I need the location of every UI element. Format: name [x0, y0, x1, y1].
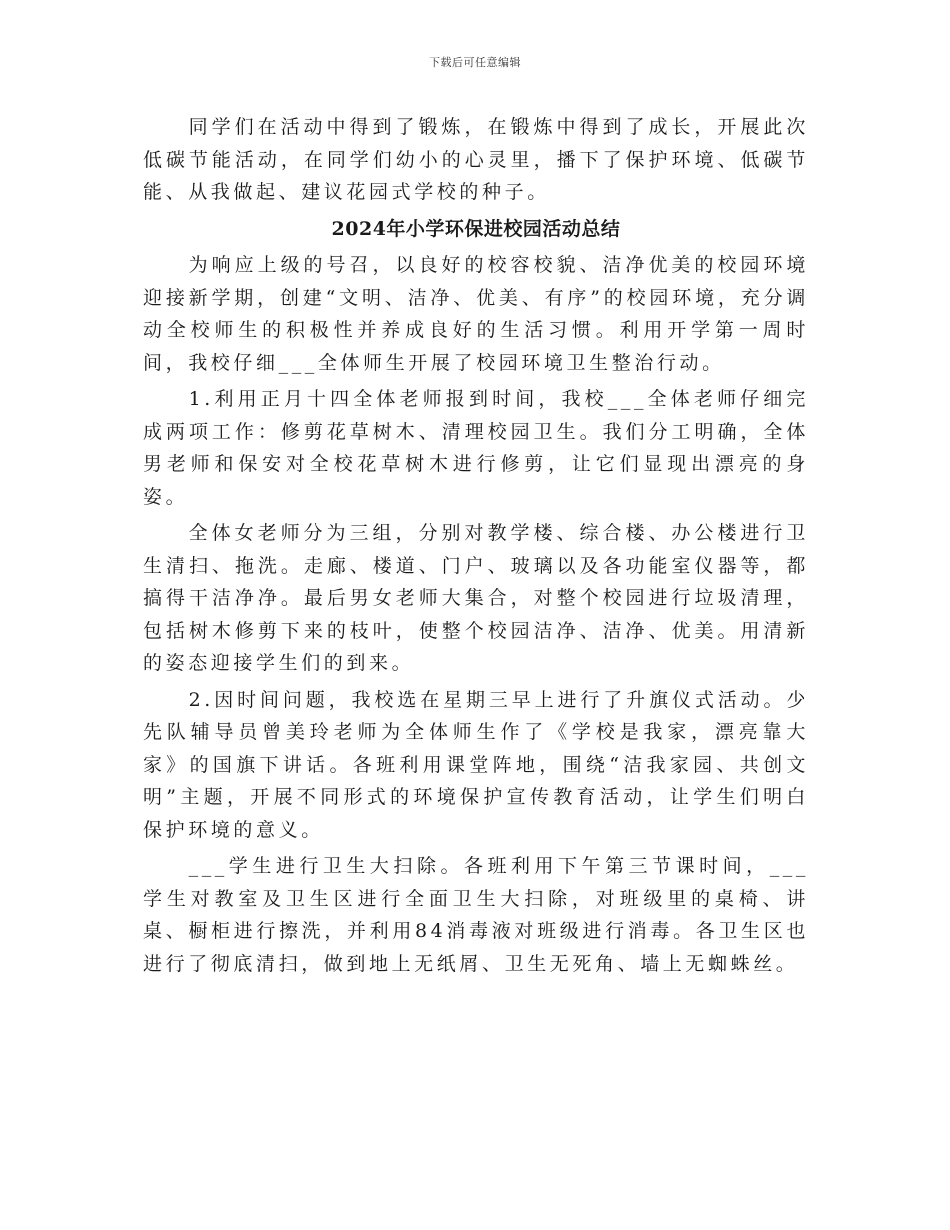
- document-body: [143, 111, 809, 984]
- body-paragraph-4: 2.因时间问题，我校选在星期三早上进行了升旗仪式活动。少先队辅导员曾美玲老师为全体师生作了《学校是我家，漂亮靠大家》的国旗下讲话。各班利用课堂阵地，围绕“洁我家园、共创文明”主题，开展不同形式的环境保护宣传教育活动，让学生们明白保护环境的意义。: [143, 688, 809, 841]
- page-header-note: 下载后可任意编辑: [429, 56, 521, 69]
- document-title: 2024年小学环保进校园活动总结: [331, 217, 621, 240]
- intro-paragraph: 同学们在活动中得到了锻炼，在锻炼中得到了成长，开展此次低碳节能活动，在同学们幼小的心灵里，播下了保护环境、低碳节能、从我做起、建议花园式学校的种子。: [143, 116, 809, 203]
- body-paragraph-5: ___学生进行卫生大扫除。各班利用下午第三节课时间，___学生对教室及卫生区进行全面卫生大扫除，对班级里的桌椅、讲桌、橱柜进行擦洗，并利用84消毒液对班级进行消毒。各卫生区也进行了彻底清扫，做到地上无纸屑、卫生无死角、墙上无蜘蛛丝。: [143, 855, 809, 975]
- body-paragraph-3: 全体女老师分为三组，分别对教学楼、综合楼、办公楼进行卫生清扫、拖洗。走廊、楼道、门户、玻璃以及各功能室仪器等，都搞得干洁净净。最后男女老师大集合，对整个校园进行垃圾清理，包括树木修剪下来的枝叶，使整个校园洁净、洁净、优美。用清新的姿态迎接学生们的到来。: [143, 522, 809, 674]
- body-paragraph-1: 为响应上级的号召，以良好的校容校貌、洁净优美的校园环境迎接新学期，创建“文明、洁净、优美、有序”的校园环境，充分调动全校师生的积极性并养成良好的生活习惯。利用开学第一周时间，我校仔细___全体师生开展了校园环境卫生整治行动。: [143, 254, 809, 374]
- body-paragraph-2: 1.利用正月十四全体老师报到时间，我校___全体老师仔细完成两项工作：修剪花草树木、清理校园卫生。我们分工明确，全体男老师和保安对全校花草树木进行修剪，让它们显现出漂亮的身姿。: [143, 388, 809, 508]
